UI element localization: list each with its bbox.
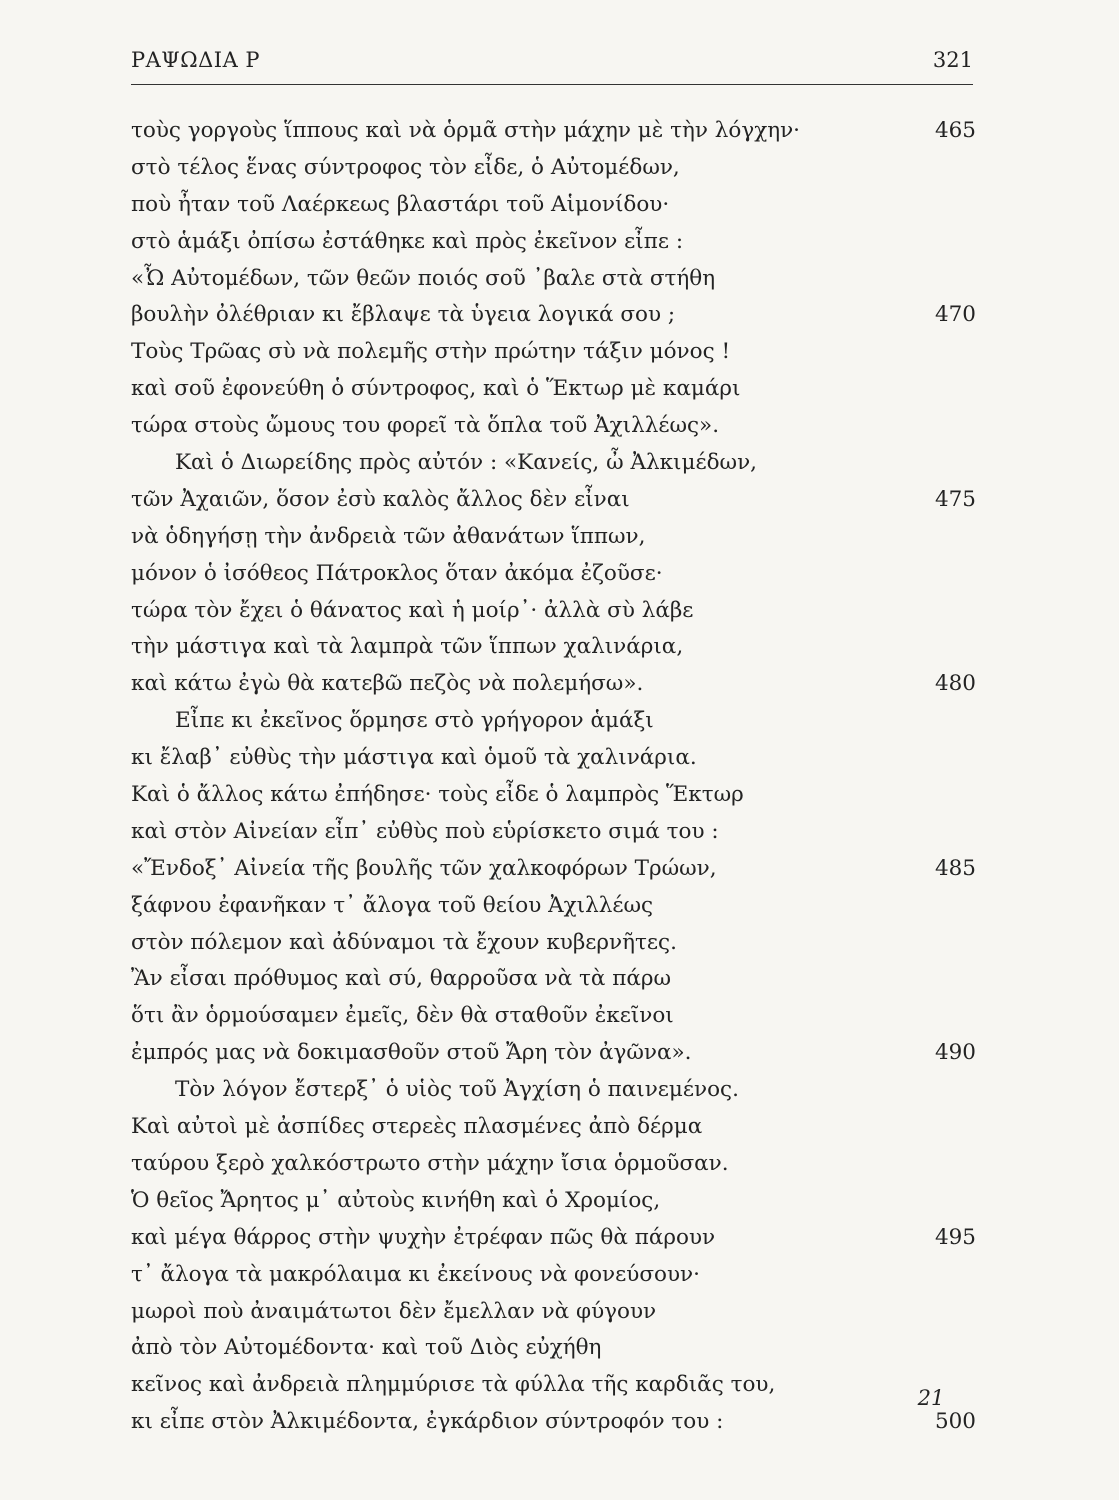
verse-line [131,408,976,445]
verse-line [131,1294,976,1331]
verse-line [131,777,976,814]
verse-text: τοὺς γοργοὺς ἵππους καὶ νὰ ὁρμᾶ στὴν μάχην μὲ τὴν λόγχην· [131,118,801,143]
verse-text: «Ἔνδοξ᾽ Αἰνεία τῆς βουλῆς τῶν χαλκοφόρων Τρώων, [131,855,717,881]
verse-line [131,1367,976,1404]
verse-text: τῶν Ἀχαιῶν, ὅσον ἐσὺ καλὸς ἄλλος δὲν εἶναι [131,486,630,512]
verse-text: κι εἶπε στὸν Ἀλκιμέδοντα, ἐγκάρδιον σύντροφόν του : [131,1409,724,1435]
verse-line [131,445,976,482]
line-number: 475 [934,486,976,512]
line-number: 485 [934,855,976,881]
verse-line [131,1183,976,1220]
verse-text: Καὶ ὁ ἄλλος κάτω ἐπήδησε· τοὺς εἶδε ὁ λαμπρὸς Ἕκτωρ [131,782,744,808]
verse-line [131,113,976,150]
verse-text: «Ὦ Αὐτομέδων, τῶν θεῶν ποιός σοῦ ᾽βαλε στὰ στήθη [131,265,716,291]
verse-line [131,925,976,962]
line-number: 480 [934,671,976,697]
verse-text: τ᾽ ἄλογα τὰ μακρόλαιμα κι ἐκείνους νὰ φονεύσουν· [131,1261,700,1287]
verse-line [131,297,976,334]
verse-text: στὸ τέλος ἕνας σύντροφος τὸν εἶδε, ὁ Αὐτομέδων, [131,154,680,180]
line-number: 470 [934,302,976,328]
verse-line [131,224,976,261]
verse-line [131,1220,976,1257]
verse-text: ἐμπρός μας νὰ δοκιμασθοῦν στοῦ Ἄρη τὸν ἀγῶνα». [131,1040,692,1066]
verse-text: ξάφνου ἐφανῆκαν τ᾽ ἄλογα τοῦ θείου Ἀχιλλέως [131,892,654,918]
header-rule [131,84,973,85]
verse-line [131,1404,976,1441]
verse-text: μόνον ὁ ἰσόθεος Πάτροκλος ὅταν ἀκόμα ἐζοῦσε· [131,560,663,586]
verse-line [131,519,976,556]
verse-line [131,703,976,740]
verse-text: νὰ ὁδηγήσῃ τὴν ἀνδρειὰ τῶν ἀθανάτων ἵππων, [131,523,646,549]
verse-line [131,888,976,925]
verse-line [131,482,976,519]
verse-line [131,261,976,298]
verse-text: τὴν μάστιγα καὶ τὰ λαμπρὰ τῶν ἵππων χαλινάρια, [131,634,684,660]
verse-text: κεῖνος καὶ ἀνδρειὰ πλημμύρισε τὰ φύλλα τῆς καρδιᾶς του, [131,1372,776,1398]
verse-text: στὸ ἁμάξι ὀπίσω ἐστάθηκε καὶ πρὸς ἐκεῖνον εἶπε : [131,228,684,254]
verse-text: καὶ σοῦ ἐφονεύθη ὁ σύντροφος, καὶ ὁ Ἕκτωρ μὲ καμάρι [131,376,741,402]
verse-text: Καὶ αὐτοὶ μὲ ἀσπίδες στερεὲς πλασμένες ἀπὸ δέρμα [131,1114,703,1140]
verse-text: Εἶπε κι ἐκεῖνος ὅρμησε στὸ γρήγορον ἁμάξι [175,708,654,734]
verse-line [131,150,976,187]
verse-line [131,666,976,703]
line-number: 500 [934,1409,976,1435]
verse-text: Καὶ ὁ Διωρείδης πρὸς αὐτόν : «Κανείς, ὦ Ἀλκιμέδων, [175,450,757,476]
verse-text: τώρα στοὺς ὤμους του φορεῖ τὰ ὅπλα τοῦ Ἀχιλλέως». [131,413,720,439]
verse-line [131,740,976,777]
verse-text: ἀπὸ τὸν Αὐτομέδοντα· καὶ τοῦ Διὸς εὐχήθη [131,1335,602,1361]
poem-text [131,113,976,1441]
verse-line [131,371,976,408]
verse-text: ὅτι ἂν ὁρμούσαμεν ἐμεῖς, δὲν θὰ σταθοῦν ἐκεῖνοι [131,1003,674,1029]
verse-line [131,1146,976,1183]
verse-text: καὶ στὸν Αἰνείαν εἶπ᾽ εὐθὺς ποὺ εὑρίσκετο σιμά του : [131,818,719,844]
verse-text: κι ἔλαβ᾽ εὐθὺς τὴν μάστιγα καὶ ὁμοῦ τὰ χαλινάρια. [131,745,697,771]
verse-line [131,593,976,630]
verse-text: στὸν πόλεμον καὶ ἀδύναμοι τὰ ἔχουν κυβερνῆτες. [131,929,677,955]
verse-text: βουλὴν ὀλέθριαν κι ἔβλαψε τὰ ὑγεια λογικά σου ; [131,302,676,328]
signature-mark: 21 [917,1386,945,1410]
verse-line [131,1035,976,1072]
verse-text: καὶ μέγα θάρρος στὴν ψυχὴν ἐτρέφαν πῶς θὰ πάρουν [131,1224,716,1250]
verse-line [131,1072,976,1109]
verse-text: μωροὶ ποὺ ἀναιμάτωτοι δὲν ἔμελλαν νὰ φύγουν [131,1298,657,1324]
running-head [131,44,973,84]
line-number: 495 [934,1224,976,1250]
line-number: 490 [934,1040,976,1066]
verse-line [131,1257,976,1294]
verse-line [131,629,976,666]
verse-line [131,334,976,371]
verse-text: Ἂν εἶσαι πρόθυμος καὶ σύ, θαρροῦσα νὰ τὰ πάρω [131,966,672,992]
verse-text: καὶ κάτω ἐγὼ θὰ κατεβῶ πεζὸς νὰ πολεμήσω». [131,671,644,697]
verse-line [131,998,976,1035]
verse-text: ταύρου ξερὸ χαλκόστρωτο στὴν μάχην ἴσια ὁρμοῦσαν. [131,1150,729,1176]
verse-line [131,1109,976,1146]
verse-line [131,556,976,593]
verse-text: Τοὺς Τρῶας σὺ νὰ πολεμῆς στὴν πρώτην τάξιν μόνος ! [131,339,731,365]
verse-line [131,851,976,888]
verse-line [131,1330,976,1367]
verse-text: ποὺ ἦταν τοῦ Λαέρκεως βλαστάρι τοῦ Αἱμονίδου· [131,191,670,217]
verse-text: Ὁ θεῖος Ἄρητος μ᾽ αὐτοὺς κινήθη καὶ ὁ Χρομίος, [131,1187,661,1213]
verse-line [131,187,976,224]
verse-line [131,814,976,851]
running-title: ΡΑΨΩΔΙΑ Ρ [131,48,261,72]
verse-line [131,961,976,998]
page-number: 321 [932,48,973,72]
verse-text: τώρα τὸν ἔχει ὁ θάνατος καὶ ἡ μοίρ᾽· ἀλλὰ σὺ λάβε [131,597,694,623]
line-number: 465 [934,118,976,143]
verse-text: Τὸν λόγον ἔστερξ᾽ ὁ υἱὸς τοῦ Ἀγχίση ὁ παινεμένος. [175,1077,739,1103]
